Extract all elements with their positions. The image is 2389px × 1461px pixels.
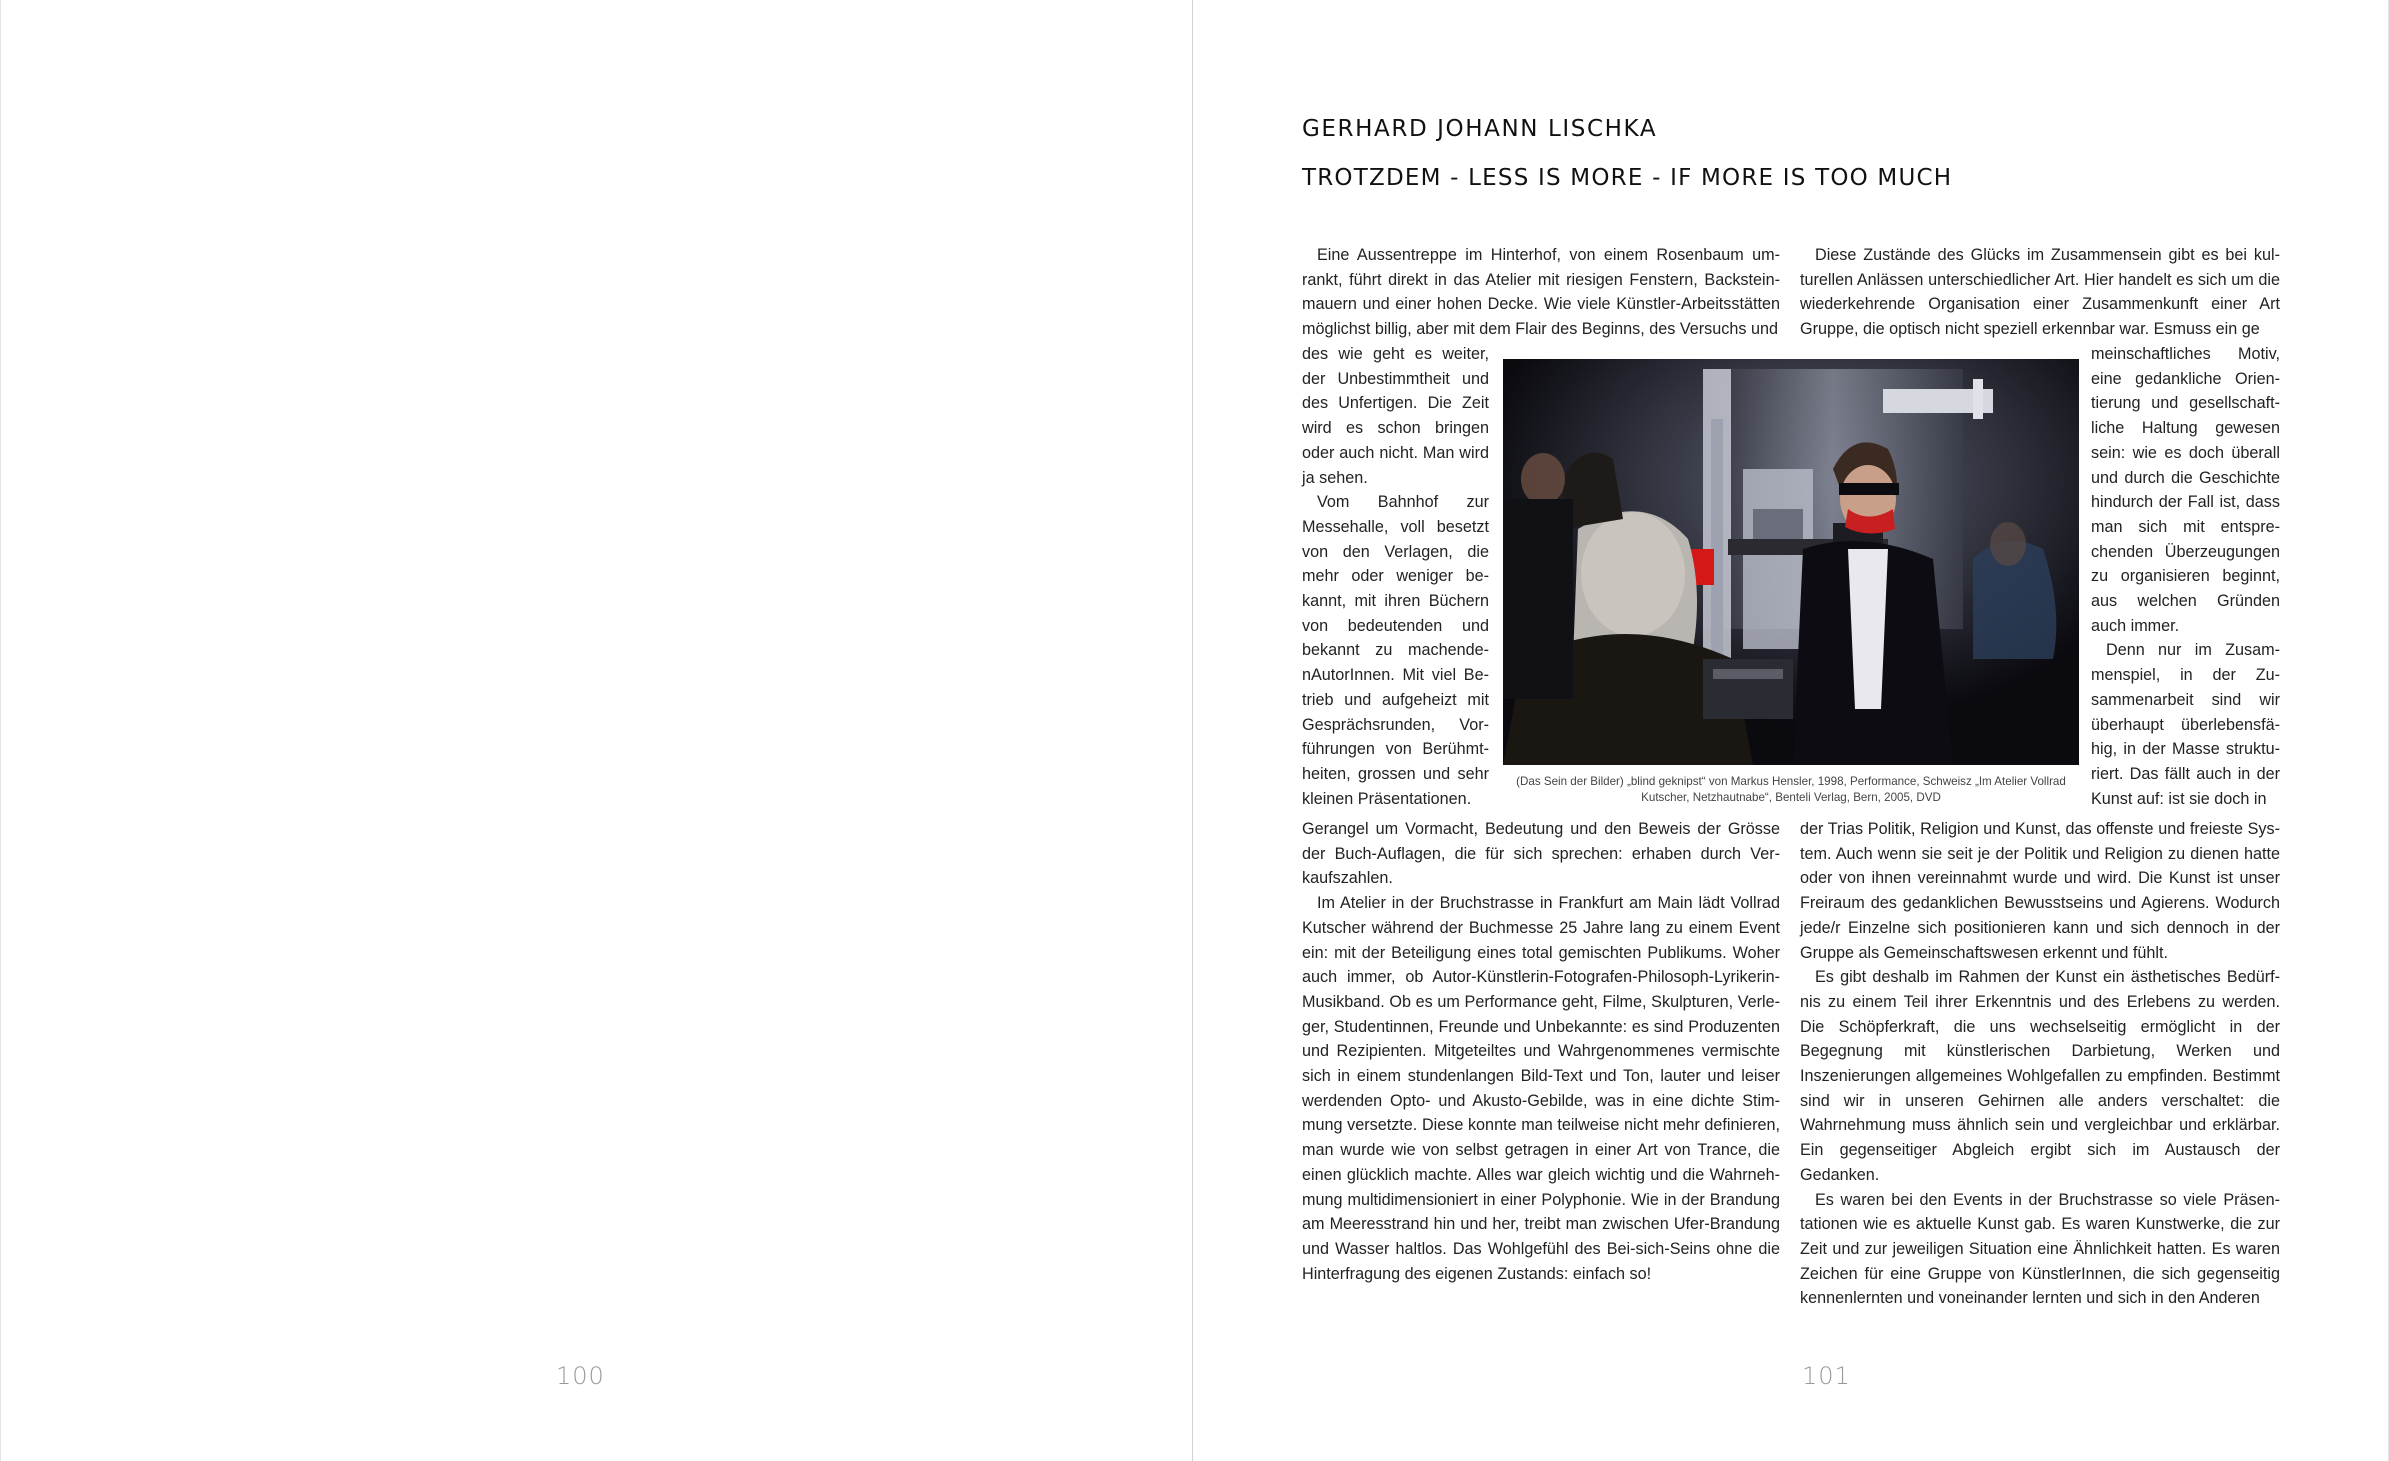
page-number-left: 100 [556,1362,605,1390]
right-column-top [1800,243,2280,342]
left-column-bottom [1302,817,1780,1286]
left-column-top [1302,243,1780,342]
paragraph: Vom Bahnhof zur Messehalle, voll besetzt von den Verlagen, die mehr oder weniger bekannt, mit ihren Büchern von bedeutenden und bekannt zu machendenAutorInnen. Mit viel Betrieb und aufgeheizt mit Gesprächsrunden, Vorführungen von Berühmtheiten, grossen und sehr kleinen Präsentationen. [1302,493,1489,808]
right-column-narrow [2091,342,2280,811]
paragraph: Denn nur im Zusammenspiel, in der Zusammenarbeit sind wir überhaupt überlebensfähig, in der Masse strukturiert. Das fällt auch in der Kunst auf: ist sie doch in [2091,641,2280,808]
paragraph: Eine Aussentreppe im Hinterhof, von einem Rosenbaum umrankt, führt direkt in das Atelier mit riesigen Fenstern, Backsteinmauern und einer hohen Decke. Wie viele Künstler-Arbeitsstätten möglichst billig, aber mit dem Flair des Beginns, des Versuchs und [1302,246,1780,339]
caption-line: (Das Sein der Bilder) „blind geknipst“ von Markus Hensler, 1998, Performance, Schweisz „Im Atelier Vollrad [1516,775,2066,788]
paragraph: Gerangel um Vormacht, Bedeutung und den Beweis der Grösse der Buch-Auflagen, die für sich sprechen: erhaben durch Verkaufszahlen. [1302,820,1780,888]
article-title: TROTZDEM - LESS IS MORE - IF MORE IS TOO MUCH [1302,165,1953,191]
paragraph: Es gibt deshalb im Rahmen der Kunst ein ästhetisches Bedürfnis zu einem Teil ihrer Erkenntnis und des Erlebens zu werden. Die Schöpferkraft, die uns wechselseitig ermöglicht in der Begegnung mit künstlerischen Darbietung, Werken und Inszenierungen allgemeines Wohlgefallen zu empfinden. Bestimmt sind wir in unseren Gehirnen alle anders verschaltet: die Wahrnehmung muss ähnlich sein und vergleichbar und erklärbar. Ein gegenseitiger Abgleich ergibt sich im Austausch der Gedanken. [1800,968,2280,1184]
caption-line: Kutscher, Netzhautnabe“, Benteli Verlag, Bern, 2005, DVD [1641,791,1941,804]
article-author: GERHARD JOHANN LISCHKA [1302,116,1658,142]
page-number-right: 101 [1802,1362,1851,1390]
paragraph: der Trias Politik, Religion und Kunst, das offenste und freieste System. Auch wenn sie seit je der Politik und Religion zu dienen hatte oder von ihnen vereinnahmt wurde und wird. Die Kunst ist unser Freiraum des gedanklichen Bewusstseins und Agierens. Wodurch jede/r Einzelne sich positionieren kann und sich dennoch in der Gruppe als Gemeinschaftswesen erkennt und fühlt. [1800,820,2280,962]
right-column-bottom [1800,817,2280,1311]
right-page [1194,0,2389,1461]
paragraph: des wie geht es weiter, der Unbestimmtheit und des Unfertigen. Die Zeit wird es schon bringen oder auch nicht. Man wird ja sehen. [1302,345,1489,487]
figure-caption [1498,774,2084,806]
left-column-narrow [1302,342,1489,811]
paragraph: meinschaftliches Motiv, eine gedankliche Orientierung und gesellschaftliche Haltung gewesen sein: wie es doch überall und durch die Geschichte hindurch der Fall ist, dass man sich mit entsprechenden Überzeugungen zu organisieren beginnt, aus welchen Gründen auch immer. [2091,345,2280,635]
paragraph: Im Atelier in der Bruchstrasse in Frankfurt am Main lädt Vollrad Kutscher während der Buchmesse 25 Jahre lang zu einem Event ein: mit der Beteiligung eines total gemischten Publikums. Woher auch immer, ob Autor-Künstlerin-Fotografen-Philosoph-Lyrikerin-Musikband. Ob es um Performance geht, Filme, Skulpturen, Verleger, Studentinnen, Freunde und Unbekannte: es sind Produzenten und Rezipienten. Mitgeteiltes und Wahrgenommenes vermischte sich in einem stundenlangen Bild-Text und Ton, lauter und leiser werdenden Opto- und Akusto-Gebilde, was in eine dichte Stimmung versetzte. Diese konnte man teilweise nicht mehr definieren, man wurde wie von selbst getragen in einer Art von Trance, die einen glücklich machte. Alles war gleich wichtig und die Wahrnehmung multidimensioniert in einer Polyphonie. Wie in der Brandung am Meeresstrand hin und her, treibt man zwischen Ufer-Brandung und Wasser haltlos. Das Wohlgefühl des Bei-sich-Seins ohne die Hinterfragung des eigenen Zustands: einfach so! [1302,894,1780,1283]
page-edge-left [0,0,1,1461]
performance-photo [1503,359,2079,765]
paragraph: Es waren bei den Events in der Bruchstrasse so viele Präsentationen wie es aktuelle Kunst gab. Es waren Kunstwerke, die zur Zeit und zur jeweiligen Situation eine Ähnlichkeit hatten. Es waren Zeichen für eine Gruppe von KünstlerInnen, die sich gegenseitig kennenlernten und voneinander lernten und sich in den Anderen [1800,1190,2280,1308]
paragraph: Diese Zustände des Glücks im Zusammensein gibt es bei kulturellen Anlässen unterschiedlicher Art. Hier handelt es sich um die wiederkehrende Organisation einer Zusammenkunft einer Art Gruppe, die optisch nicht speziell erkennbar war. Esmuss ein ge [1800,246,2280,339]
left-page [0,0,1193,1461]
